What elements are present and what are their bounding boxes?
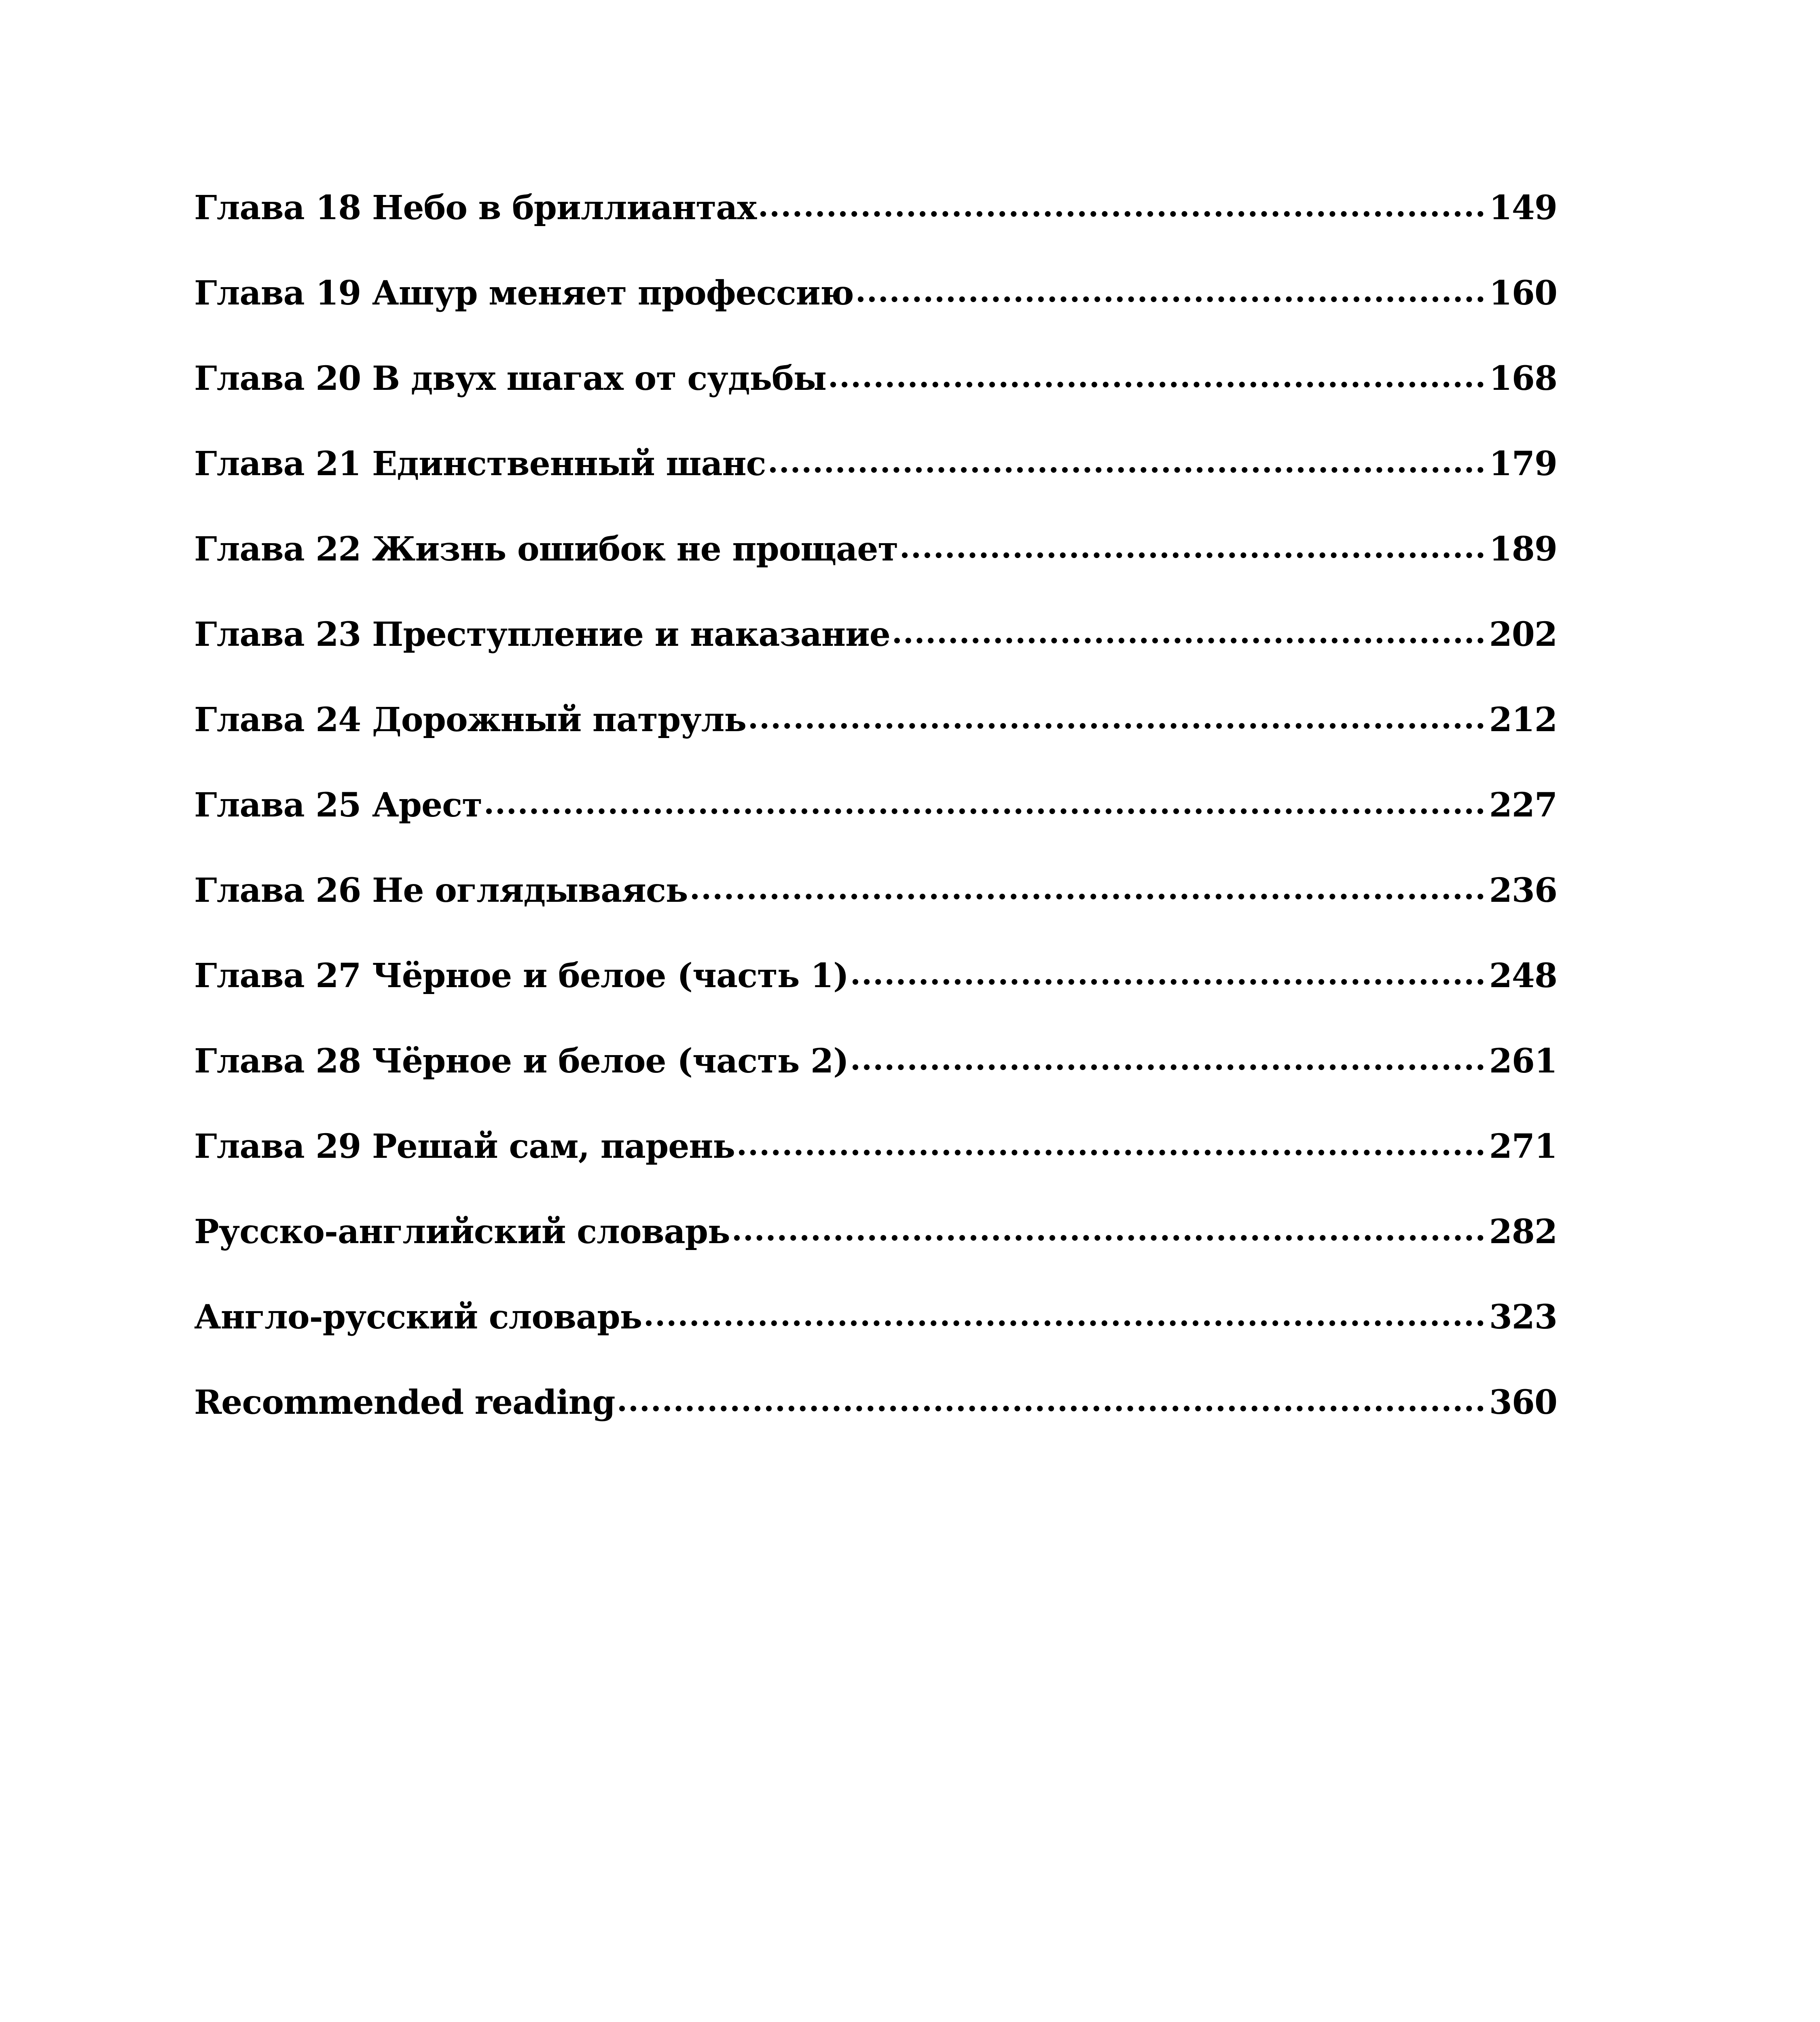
- toc-entry-title: Глава 25 Арест: [194, 786, 482, 825]
- toc-entry-page: 212: [1489, 700, 1557, 739]
- toc-dot-leader: [902, 527, 1484, 560]
- toc-dot-leader: [830, 357, 1484, 390]
- toc-entry[interactable]: [194, 698, 1557, 783]
- toc-entry[interactable]: [194, 186, 1557, 271]
- toc-entry[interactable]: [194, 1210, 1557, 1295]
- toc-entry-title: Русско-английский словарь: [194, 1212, 730, 1251]
- toc-entry-title: Глава 19 Ашур меняет профессию: [194, 274, 854, 313]
- toc-dot-leader: [692, 869, 1484, 902]
- toc-entry-title: Глава 23 Преступление и наказание: [194, 615, 890, 654]
- toc-entry-page: 202: [1489, 615, 1557, 654]
- toc-dot-leader: [486, 783, 1484, 816]
- toc-dot-leader: [739, 1125, 1484, 1158]
- toc-entry-page: 149: [1489, 188, 1557, 227]
- toc-entry-title: Глава 26 Не оглядываясь: [194, 871, 688, 910]
- toc-entry-page: 261: [1489, 1042, 1557, 1081]
- toc-entry[interactable]: [194, 527, 1557, 613]
- toc-entry[interactable]: [194, 1295, 1557, 1381]
- toc-dot-leader: [734, 1210, 1484, 1243]
- toc-entry[interactable]: [194, 869, 1557, 954]
- toc-entry-page: 271: [1489, 1127, 1557, 1166]
- toc-entry[interactable]: [194, 271, 1557, 357]
- toc-entry[interactable]: [194, 783, 1557, 869]
- toc-entry-title: Глава 24 Дорожный патруль: [194, 700, 747, 739]
- toc-entry[interactable]: [194, 1381, 1557, 1466]
- toc-entry-title: Глава 29 Решай сам, парень: [194, 1127, 735, 1166]
- toc-entry-title: Глава 22 Жизнь ошибок не прощает: [194, 530, 898, 569]
- toc-entry[interactable]: [194, 613, 1557, 698]
- toc-entry-page: 323: [1489, 1298, 1557, 1337]
- toc-dot-leader: [853, 954, 1484, 987]
- toc-entry-page: 248: [1489, 956, 1557, 995]
- toc-dot-leader: [619, 1381, 1484, 1414]
- toc-entry-title: Глава 28 Чёрное и белое (часть 2): [194, 1042, 849, 1081]
- toc-dot-leader: [750, 698, 1484, 731]
- toc-entry-page: 236: [1489, 871, 1557, 910]
- toc-dot-leader: [770, 442, 1484, 475]
- toc-entry-page: 282: [1489, 1212, 1557, 1251]
- toc-entry-title: Recommended reading: [194, 1383, 615, 1422]
- toc-entry-page: 360: [1489, 1383, 1557, 1422]
- toc-entry-title: Глава 21 Единственный шанс: [194, 444, 766, 483]
- toc-entry-page: 168: [1489, 359, 1557, 398]
- toc-entry-title: Англо-русский словарь: [194, 1298, 642, 1337]
- toc-entry-title: Глава 27 Чёрное и белое (часть 1): [194, 956, 849, 995]
- toc-entry[interactable]: [194, 954, 1557, 1039]
- toc-entry[interactable]: [194, 442, 1557, 527]
- toc-entry[interactable]: [194, 357, 1557, 442]
- toc-dot-leader: [853, 1039, 1484, 1072]
- toc-entry-page: 227: [1489, 786, 1557, 825]
- toc-entry-page: 160: [1489, 274, 1557, 313]
- toc-entry-title: Глава 20 В двух шагах от судьбы: [194, 359, 827, 398]
- toc-dot-leader: [858, 271, 1484, 305]
- toc-entry-page: 179: [1489, 444, 1557, 483]
- toc-entry[interactable]: [194, 1125, 1557, 1210]
- toc-dot-leader: [894, 613, 1484, 646]
- toc-entry-page: 189: [1489, 530, 1557, 569]
- toc-dot-leader: [760, 186, 1484, 219]
- toc-entry[interactable]: [194, 1039, 1557, 1125]
- table-of-contents: [194, 186, 1557, 1466]
- toc-dot-leader: [646, 1295, 1484, 1328]
- toc-entry-title: Глава 18 Небо в бриллиантах: [194, 188, 757, 227]
